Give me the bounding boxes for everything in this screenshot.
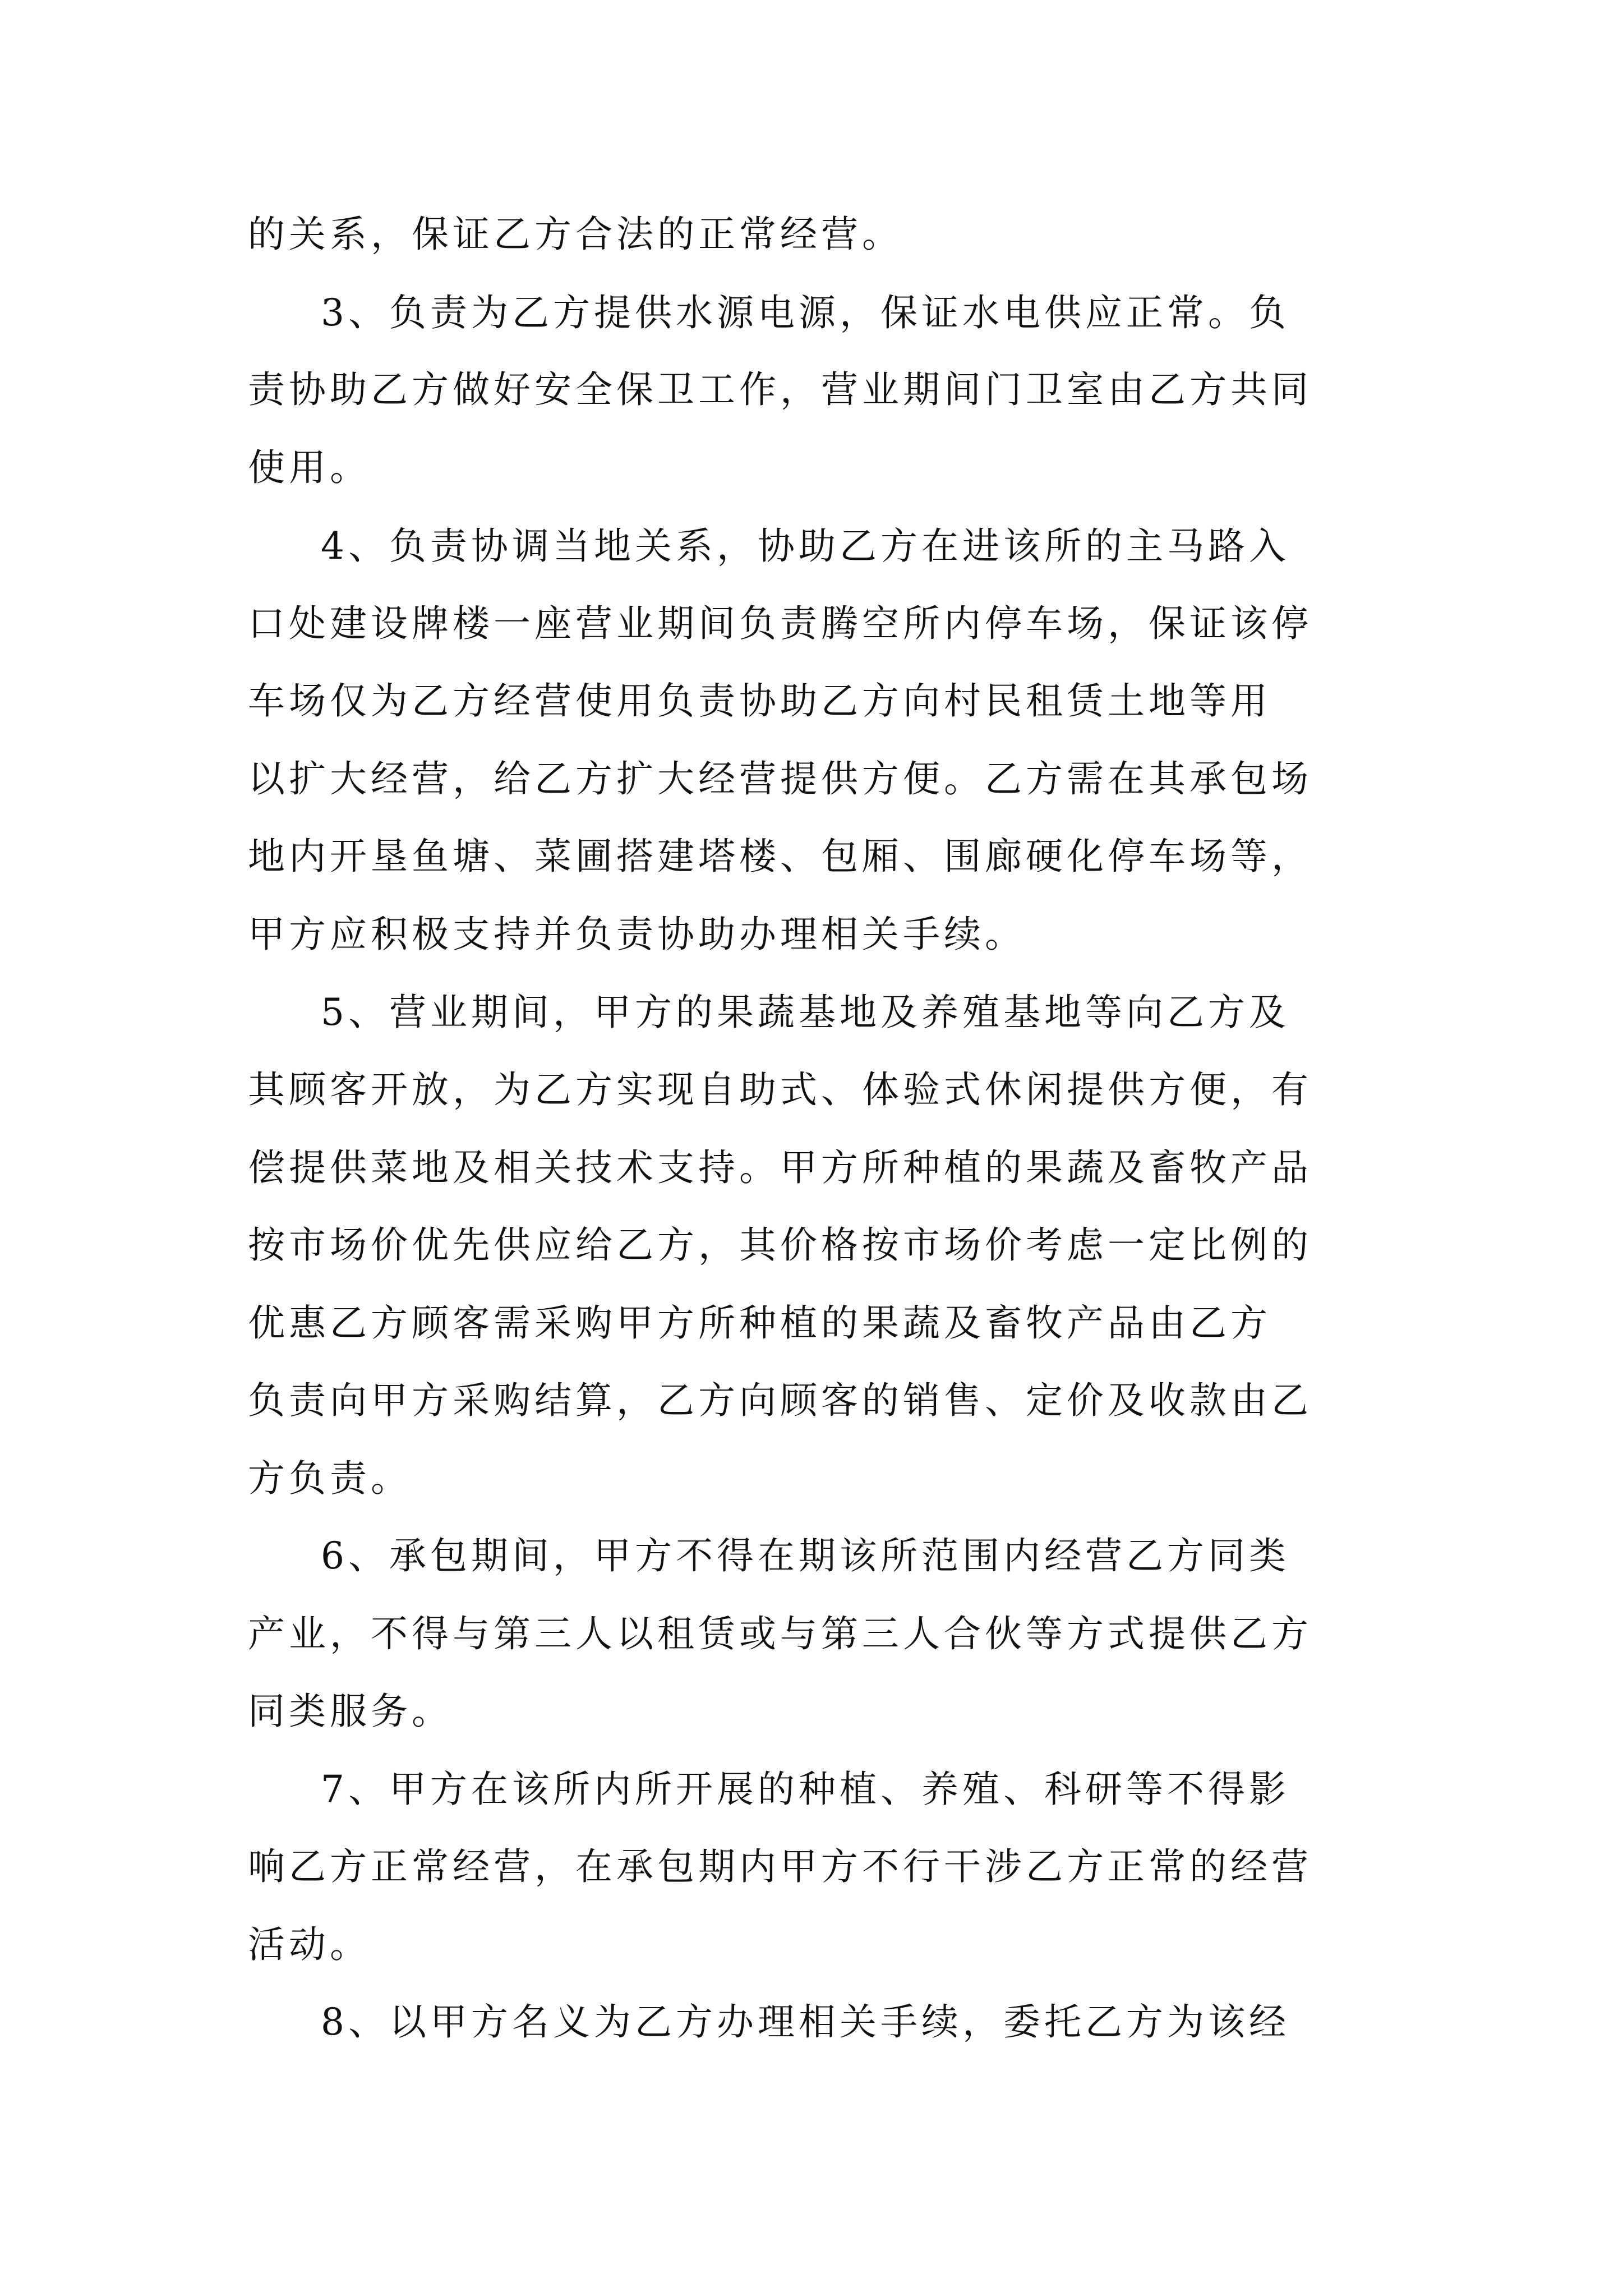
text-line-1: 的关系，保证乙方合法的正常经营。 (248, 213, 903, 256)
clause-3-line-1: 3、负责为乙方提供水源电源，保证水电供应正常。负 (321, 291, 1290, 334)
clause-6-line-3: 同类服务。 (248, 1690, 453, 1733)
clause-7-line-3: 活动。 (248, 1923, 371, 1966)
clause-4-line-1: 4、负责协调当地关系，协助乙方在进该所的主马路入 (321, 524, 1290, 568)
clause-7-line-1: 7、甲方在该所内所开展的种植、养殖、科研等不得影 (321, 1768, 1290, 1811)
clause-5-line-1: 5、营业期间，甲方的果蔬基地及养殖基地等向乙方及 (321, 991, 1290, 1034)
clause-5-line-5: 优惠乙方顾客需采购甲方所种植的果蔬及畜牧产品由乙方 (248, 1301, 1271, 1345)
clause-3-line-3: 使用。 (248, 446, 371, 489)
clause-4-line-2: 口处建设牌楼一座营业期间负责腾空所内停车场，保证该停 (248, 602, 1312, 645)
clause-4-line-4: 以扩大经营，给乙方扩大经营提供方便。乙方需在其承包场 (248, 757, 1312, 800)
clause-4-line-6: 甲方应积极支持并负责协助办理相关手续。 (248, 913, 1026, 956)
clause-4-line-5: 地内开垦鱼塘、菜圃搭建塔楼、包厢、围廊硬化停车场等， (248, 835, 1312, 878)
clause-5-line-2: 其顾客开放，为乙方实现自助式、体验式休闲提供方便，有 (248, 1068, 1312, 1111)
clause-6-line-2: 产业，不得与第三人以租赁或与第三人合伙等方式提供乙方 (248, 1612, 1312, 1655)
clause-5-line-7: 方负责。 (248, 1457, 412, 1500)
clause-7-line-2: 响乙方正常经营，在承包期内甲方不行干涉乙方正常的经营 (248, 1845, 1312, 1888)
clause-4-line-3: 车场仅为乙方经营使用负责协助乙方向村民租赁土地等用 (248, 679, 1271, 723)
clause-5-line-4: 按市场价优先供应给乙方，其价格按市场价考虑一定比例的 (248, 1223, 1312, 1267)
clause-5-line-3: 偿提供菜地及相关技术支持。甲方所种植的果蔬及畜牧产品 (248, 1146, 1312, 1189)
clause-8-line-1: 8、以甲方名义为乙方办理相关手续，委托乙方为该经 (321, 2000, 1290, 2044)
clause-3-line-2: 责协助乙方做好安全保卫工作，营业期间门卫室由乙方共同 (248, 368, 1312, 411)
clause-6-line-1: 6、承包期间，甲方不得在期该所范围内经营乙方同类 (321, 1534, 1290, 1577)
clause-5-line-6: 负责向甲方采购结算，乙方向顾客的销售、定价及收款由乙 (248, 1379, 1312, 1422)
